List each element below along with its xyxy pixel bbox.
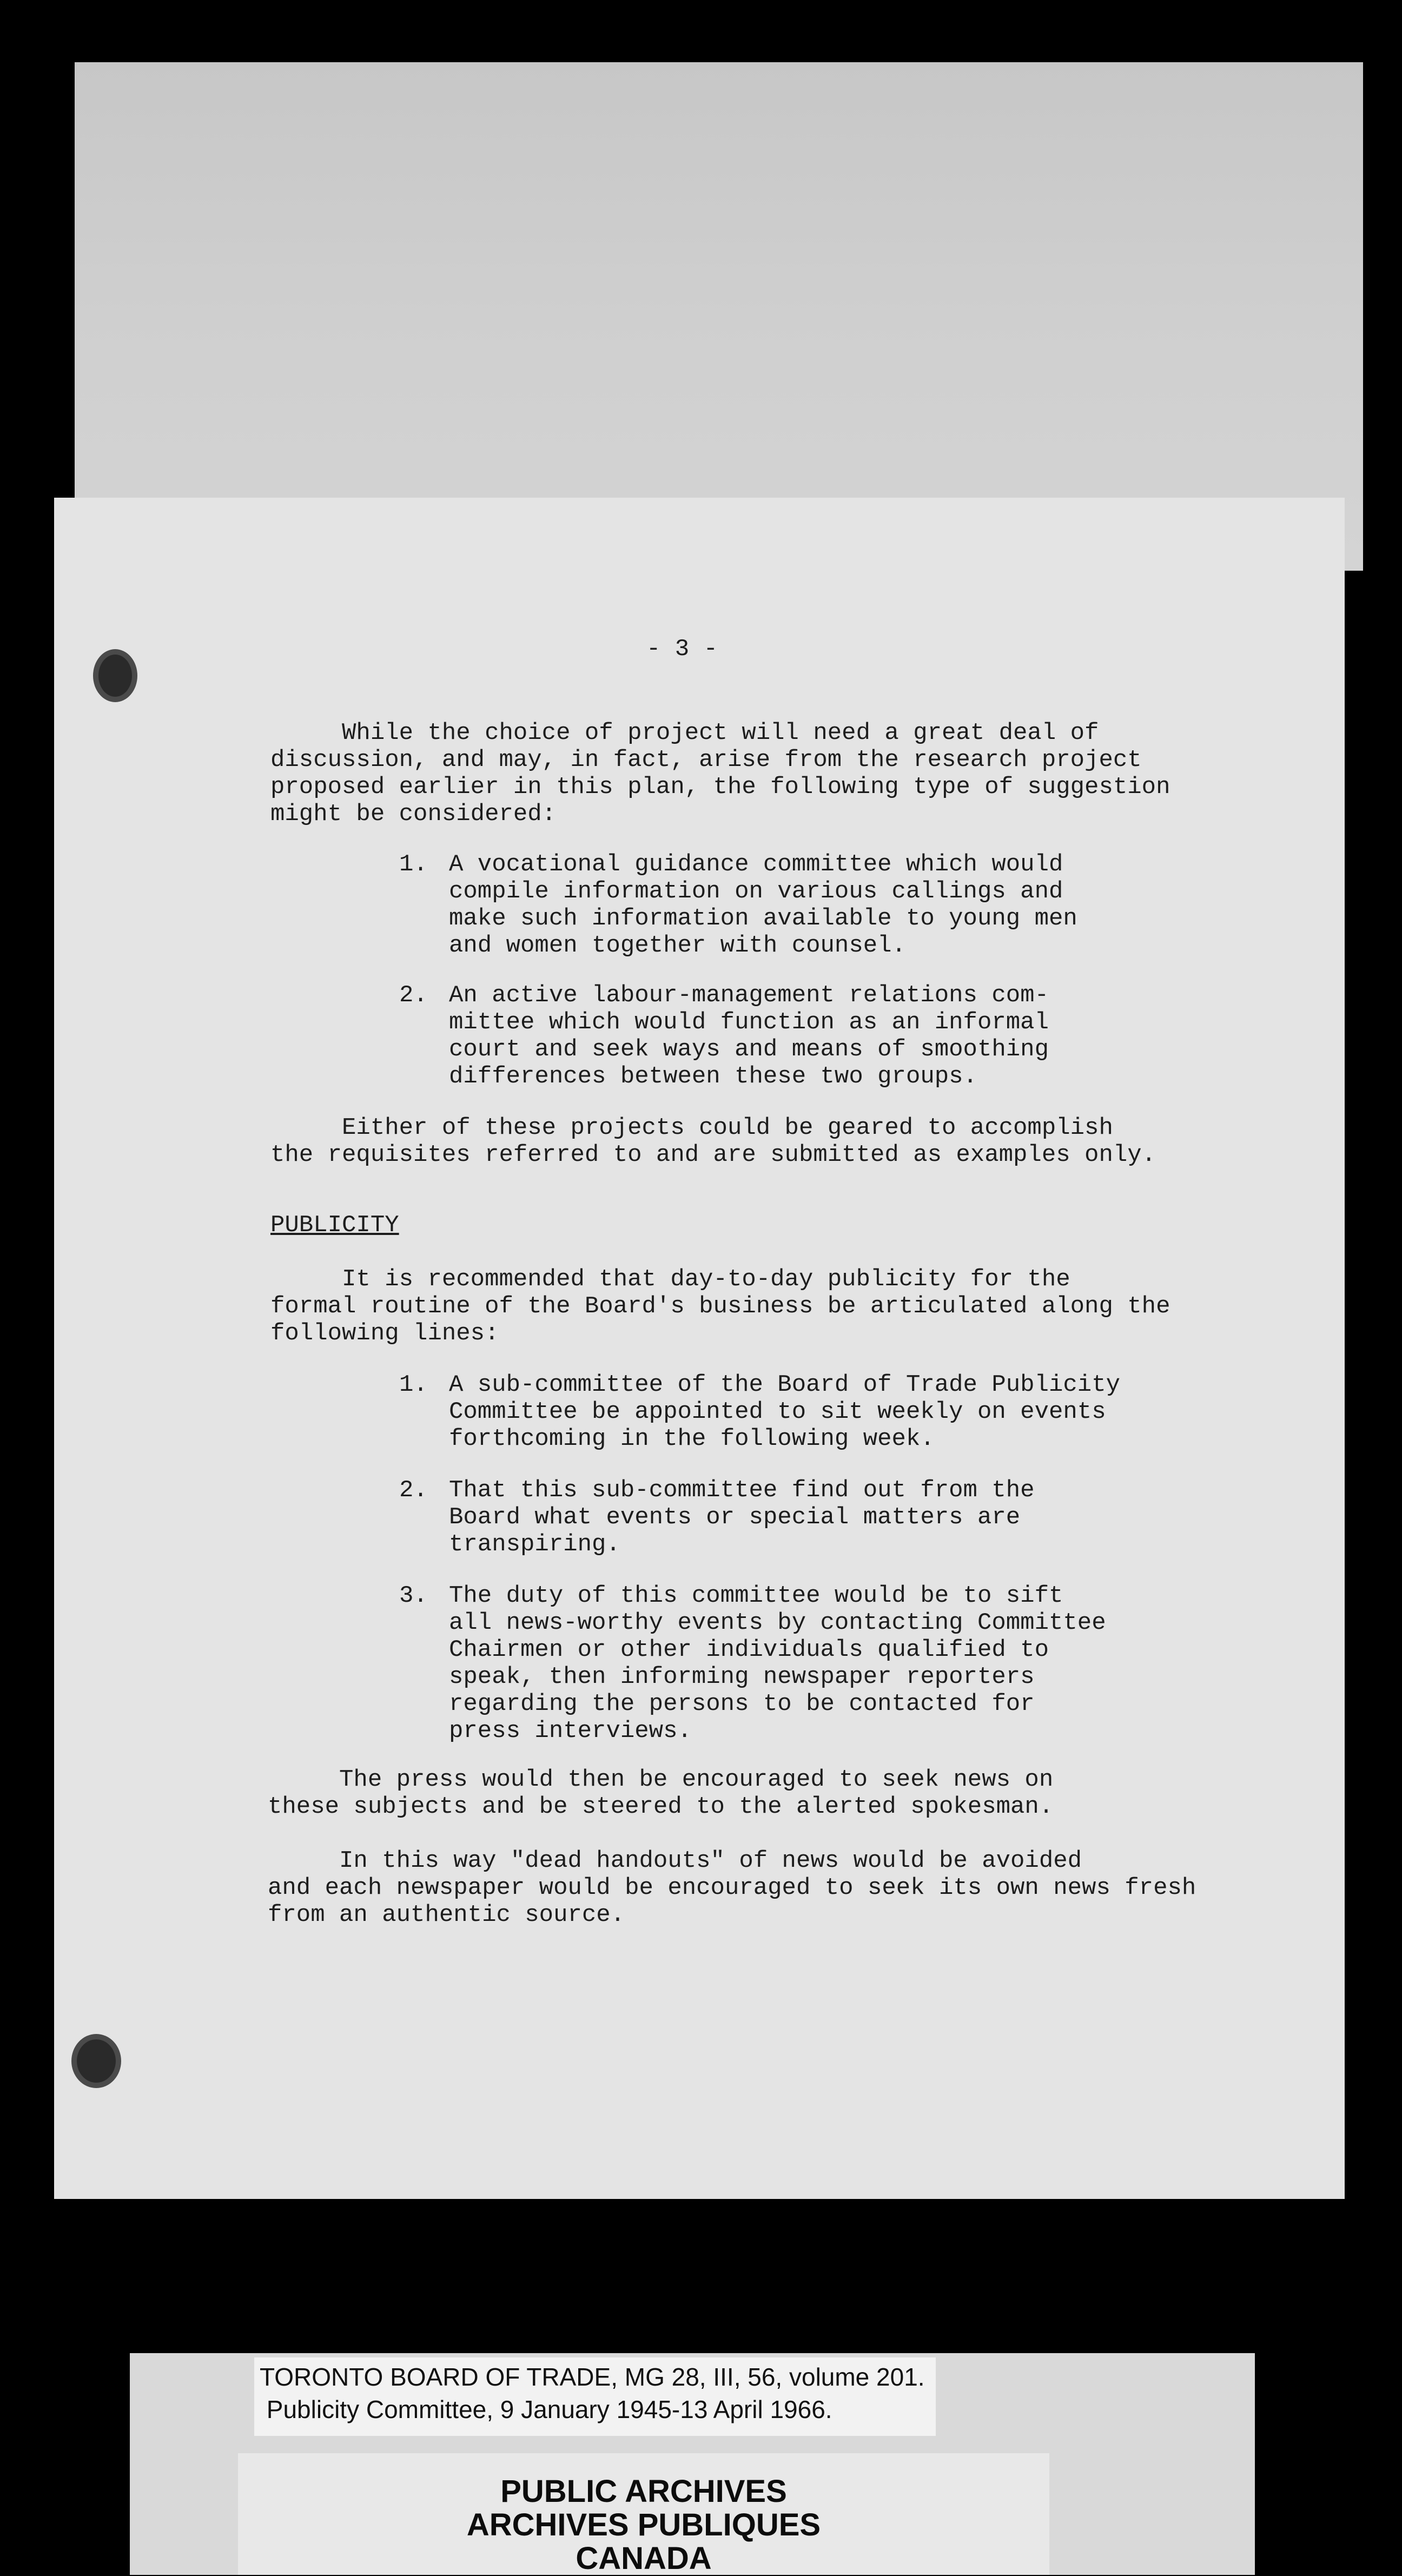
handouts-line: In this way "dead handouts" of news would be avoided <box>268 1847 1082 1874</box>
archives-stamp <box>238 2475 1049 2575</box>
intro-line: might be considered: <box>270 801 557 828</box>
list-item-line: Chairmen or other individuals qualified to <box>449 1636 1049 1663</box>
underlying-sheet <box>75 62 1363 571</box>
press-line: these subjects and be steered to the alerted spokesman. <box>268 1793 1054 1820</box>
list-item-line: make such information available to young men <box>449 905 1077 932</box>
list-item-line: compile information on various callings and <box>449 878 1063 905</box>
list-item-line: forthcoming in the following week. <box>449 1425 935 1452</box>
list-item-line: That this sub-committee find out from the <box>449 1477 1035 1504</box>
list-item-number: 2. <box>399 982 428 1009</box>
list-item-line: differences between these two groups. <box>449 1063 977 1090</box>
list-item-line: transpiring. <box>449 1531 620 1558</box>
archives-stamp-line-1: PUBLIC ARCHIVES <box>500 2474 787 2509</box>
section-heading-publicity: PUBLICITY <box>270 1212 399 1239</box>
list-item-line: The duty of this committee would be to sift <box>449 1582 1063 1609</box>
punch-hole-top <box>93 649 137 702</box>
list-item-line: Board what events or special matters are <box>449 1504 1021 1531</box>
list-item-line: and women together with counsel. <box>449 932 906 959</box>
list-item-line: court and seek ways and means of smoothing <box>449 1036 1049 1063</box>
archives-stamp-line-3: CANADA <box>576 2541 712 2576</box>
list-item-line: A vocational guidance committee which would <box>449 851 1063 878</box>
list-item-line: all news-worthy events by contacting Committee <box>449 1609 1106 1636</box>
list-item-line: regarding the persons to be contacted for <box>449 1690 1035 1718</box>
list-item-line: speak, then informing newspaper reporters <box>449 1663 1035 1690</box>
archives-stamp-line-2: ARCHIVES PUBLIQUES <box>466 2507 821 2542</box>
list-item-line: Committee be appointed to sit weekly on events <box>449 1398 1106 1425</box>
list-item-line: mittee which would function as an informal <box>449 1009 1049 1036</box>
list-item-line: A sub-committee of the Board of Trade Publicity <box>449 1371 1121 1398</box>
list-item-number: 1. <box>399 851 428 878</box>
handouts-line: from an authentic source. <box>268 1901 625 1928</box>
handouts-line: and each newspaper would be encouraged to seek its own news fresh <box>268 1874 1196 1901</box>
publicity-line: formal routine of the Board's business be articulated along the <box>270 1293 1170 1320</box>
list-item-line: An active labour-management relations com- <box>449 982 1049 1009</box>
citation-line-1: TORONTO BOARD OF TRADE, MG 28, III, 56, volume 201. <box>260 2363 925 2391</box>
list-item-line: press interviews. <box>449 1718 692 1745</box>
citation-line-2: Publicity Committee, 9 January 1945-13 April 1966. <box>260 2395 832 2423</box>
punch-hole-bottom <box>71 2034 121 2088</box>
intro-line: proposed earlier in this plan, the following type of suggestion <box>270 774 1170 801</box>
either-line: Either of these projects could be geared to accomplish <box>270 1114 1113 1141</box>
press-line: The press would then be encouraged to seek news on <box>268 1766 1054 1793</box>
page-number: - 3 - <box>646 636 718 663</box>
list-item-number: 3. <box>399 1582 428 1609</box>
intro-line: discussion, and may, in fact, arise from the research project <box>270 747 1142 774</box>
publicity-line: It is recommended that day-to-day publicity for the <box>270 1266 1070 1293</box>
citation-text <box>260 2361 925 2426</box>
publicity-line: following lines: <box>270 1320 499 1347</box>
either-line: the requisites referred to and are submitted as examples only. <box>270 1141 1156 1168</box>
list-item-number: 2. <box>399 1477 428 1504</box>
intro-line: While the choice of project will need a great deal of <box>270 719 1099 747</box>
list-item-number: 1. <box>399 1371 428 1398</box>
